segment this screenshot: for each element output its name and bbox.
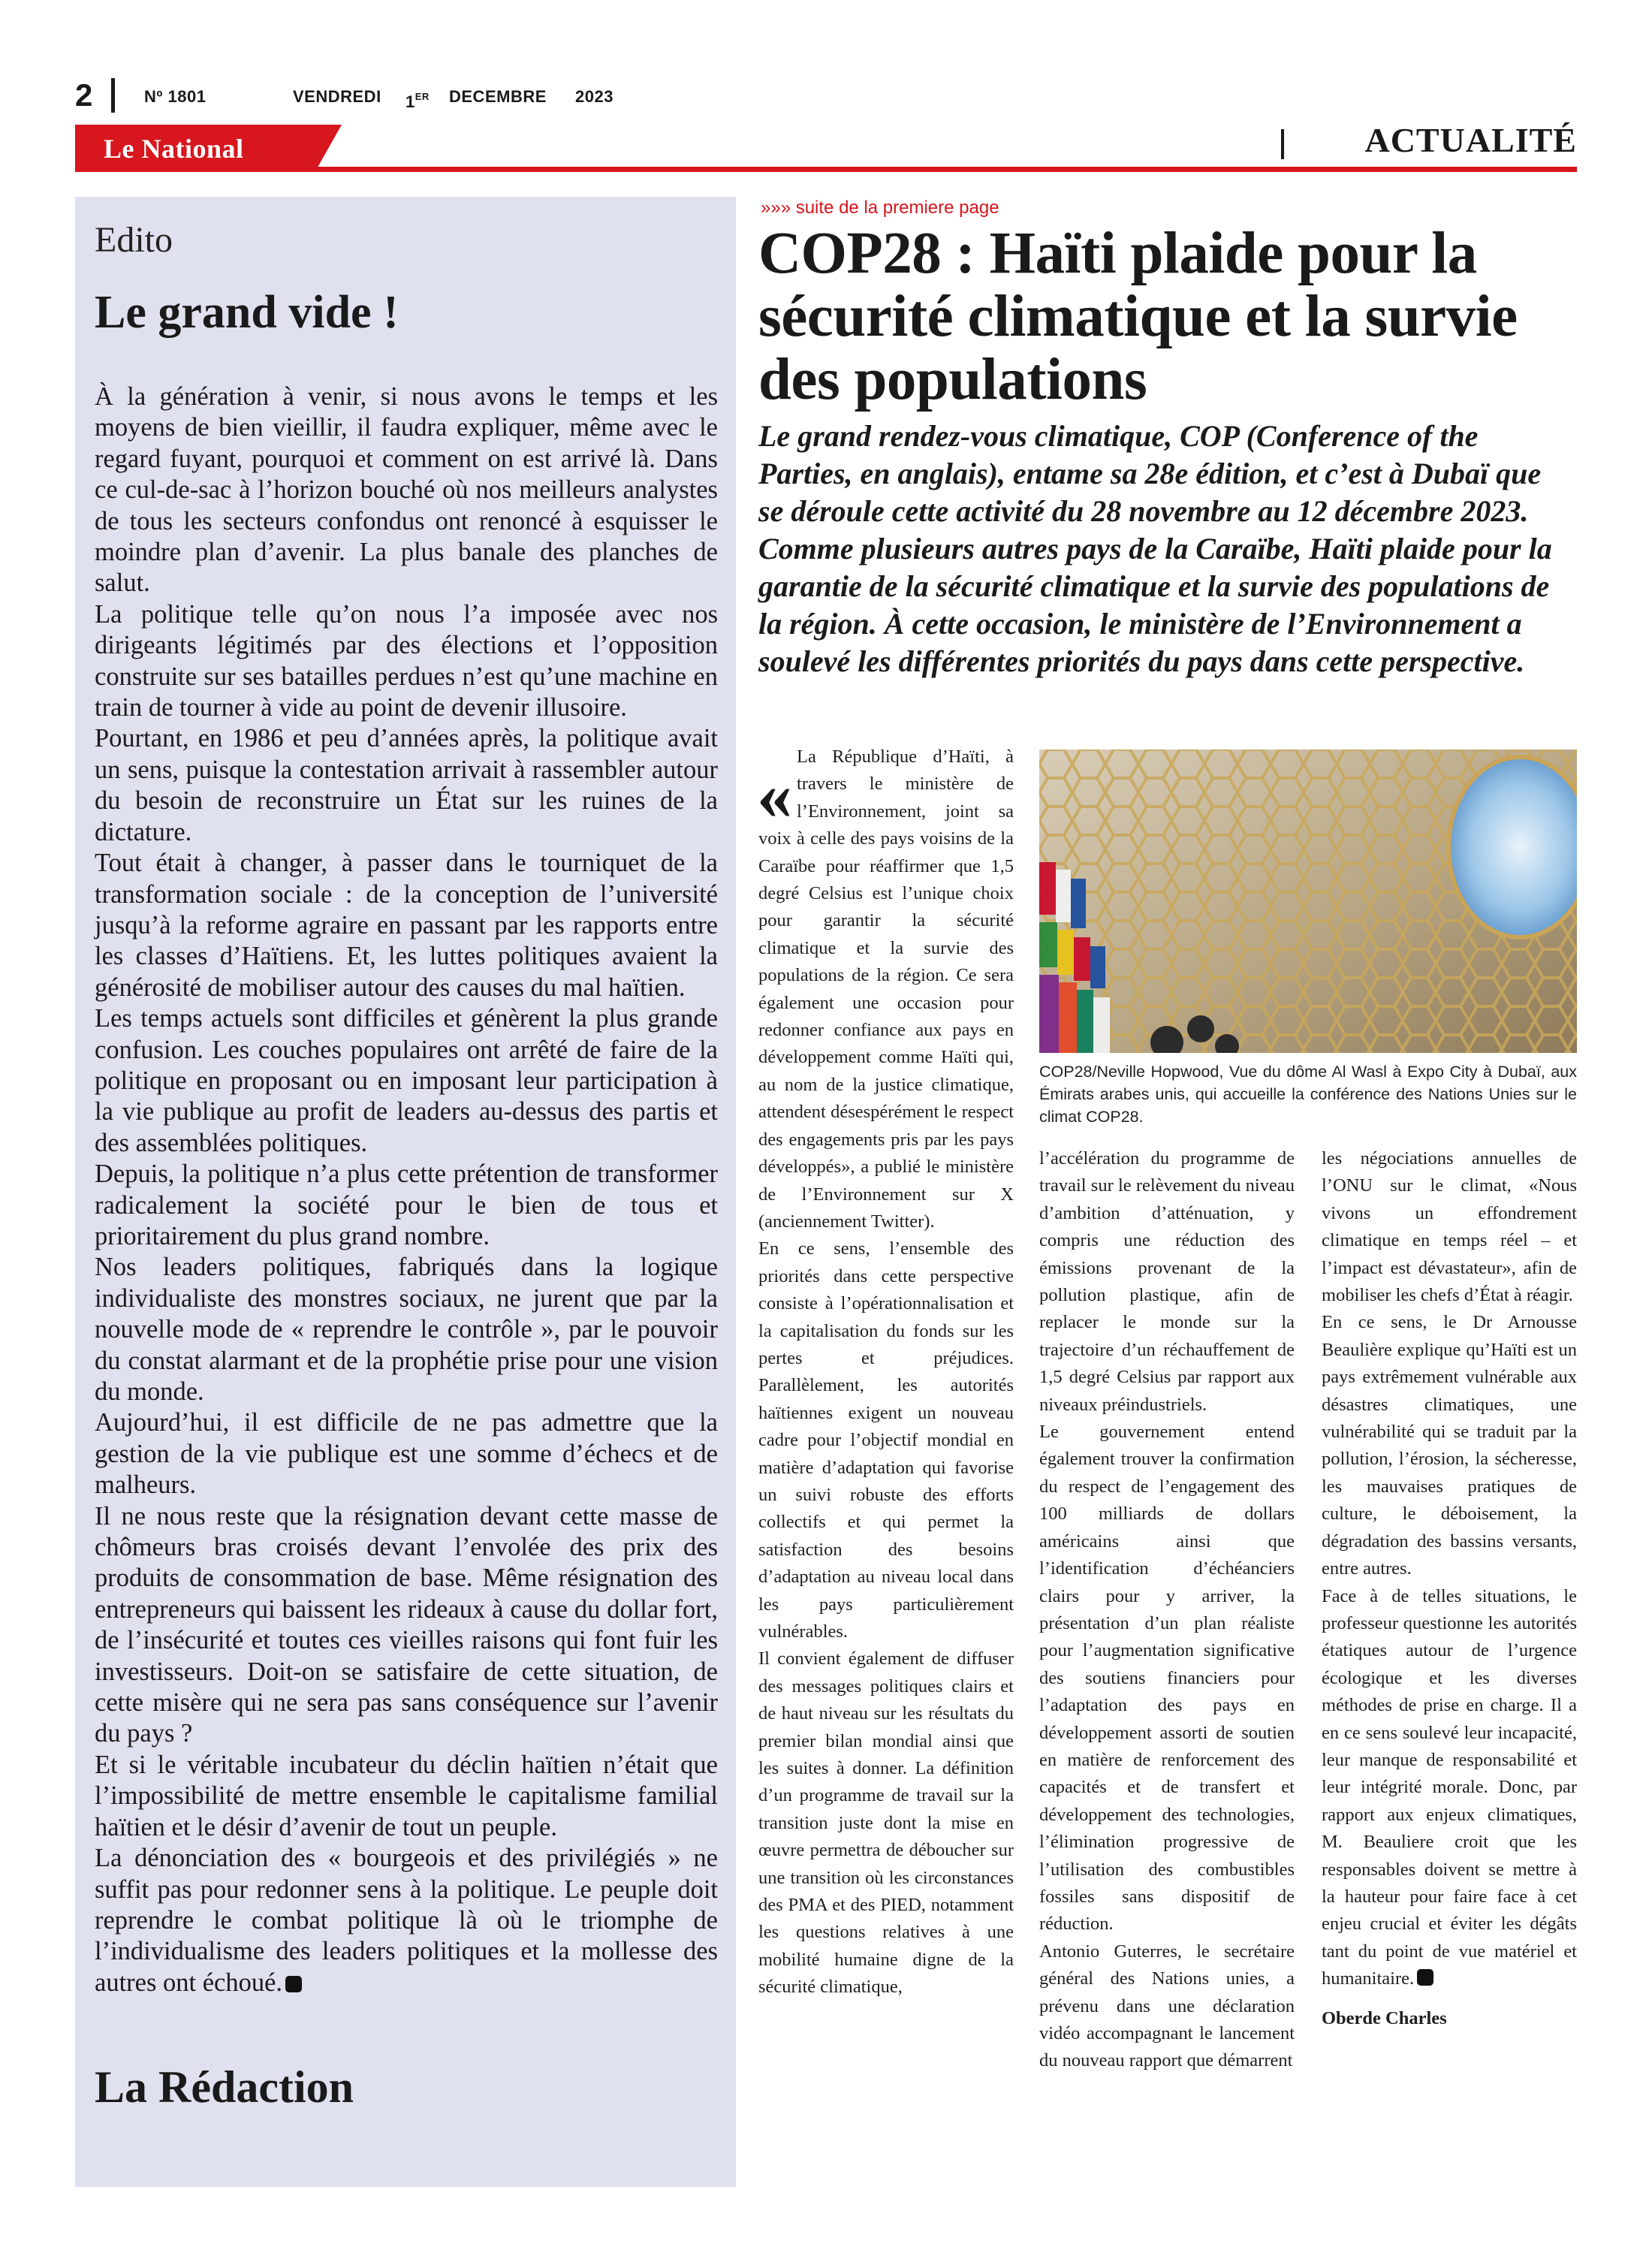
editorial-paragraph: Aujourd’hui, il est difficile de ne pas admettre que la gestion de la vie publique est une somme d’échecs et de malheurs. — [95, 1408, 718, 1500]
end-mark-icon — [1417, 1969, 1433, 1986]
article-paragraph-last — [1322, 1583, 1577, 1993]
editorial-paragraph-last — [95, 1843, 718, 1998]
editorial-title: Le grand vide ! — [95, 287, 399, 338]
issue-date-number: 1 — [405, 92, 415, 111]
article-paragraph-text: Face à de telles situations, le professeur questionne les autorités étatiques autour de l’urgence écologique et les diverses méthodes de prise en charge. Il a en ce sens soulevé leur incapacité, leur manque de responsabilité et leur intégrité morale. Donc, par rapport aux enjeux climatiques, M. Beauliere croit que les responsables doivent se mettre à la hauteur pour faire face à cet enjeu crucial et éviter les dégâts tant du point de vue matériel et humanitaire. — [1322, 1585, 1577, 1989]
editorial-paragraph: Et si le véritable incubateur du déclin haïtien n’était que l’impossibilité de mettre ensemble le capitalisme familial haïtien et le désir d’avenir de tout un peuple. — [95, 1750, 718, 1841]
editorial-paragraph: Depuis, la politique n’a plus cette prétention de transformer radicalement la société pour le bien de tous et prioritairement du plus grand nombre. — [95, 1160, 718, 1250]
issue-year: 2023 — [575, 87, 613, 106]
end-mark-icon — [285, 1976, 302, 1992]
article-paragraph: Le gouvernement entend également trouver la confirmation du respect de l’engagement des 100 milliards de dollars américains ainsi que l’identification d’échéanciers clairs pour y arriver, la présentation d’un plan réaliste pour l’augmentation significative des soutiens financiers pour l’adaptation des pays en développement assorti de soutien en matière de renforcement des capacités et de transfert et développement des technologies, l’élimination progressive de l’utilisation des combustibles fossiles sans dispositif de réduction. — [1039, 1422, 1295, 1935]
article-paragraph: l’accélération du programme de travail sur le relèvement du niveau d’ambition d’atténuation, y compris une réduction des émissions provenant de la pollution plastique, afin de replacer le monde sur la trajectoire d’un réchauffement de 1,5 degré Celsius par rapport aux niveaux préindustriels. — [1039, 1148, 1295, 1415]
editorial-paragraph: Nos leaders politiques, fabriqués dans la logique individualiste des monstres sociaux, ne jurent que par la nouvelle mode de « reprendre le contrôle », par le pouvoir du constat alarmant et de la prophétie prise pour une vision du monde. — [95, 1253, 718, 1406]
article-column-2 — [1039, 1145, 1295, 2075]
article-column-3 — [1322, 1145, 1577, 2032]
section-title: ACTUALITÉ — [1364, 121, 1577, 159]
editorial-paragraph: Tout était à changer, à passer dans le tourniquet de la transformation sociale : de la conception de l’université jusqu’à la reforme agraire en passant par les rapports entre les classes d’Haïtiens. Et, les luttes politiques avaient la générosité de mobiliser autour des causes du mal haïtien. — [95, 849, 718, 1002]
issue-number: Nº 1801 — [144, 87, 206, 106]
editorial-paragraph-text: La dénonciation des « bourgeois et des privilégiés » ne suffit pas pour redonner sens à la politique. Le peuple doit reprendre le combat politique là où le triomphe de l’individualisme des leaders politiques et la mollesse des autres ont échoué. — [95, 1844, 718, 1997]
issue-month: DECEMBRE — [449, 87, 547, 106]
section-divider — [1281, 129, 1284, 159]
header-divider — [111, 78, 115, 113]
editorial-signature: La Rédaction — [95, 2062, 354, 2112]
issue-date-suffix: ER — [415, 91, 430, 102]
article-byline: Oberde Charles — [1322, 2007, 1447, 2028]
editorial-paragraph: À la génération à venir, si nous avons le temps et les moyens de bien vieillir, il faudra expliquer, même avec le regard fuyant, pourquoi et comment on est arrivé là. Dans ce cul-de-sac à l’horizon bouché où nos meilleurs analystes de tous les secteurs confondus ont renoncé à esquisser le moindre plan d’avenir. La plus banale des planches de salut. — [95, 382, 718, 598]
drop-quote-mark: « — [757, 756, 792, 834]
article-paragraph: En ce sens, l’ensemble des priorités dans cette perspective consiste à l’opérationnalisation et la capitalisation du fonds sur les pertes et préjudices. Parallèlement, les autorités haïtiennes exigent un nouveau cadre pour l’objectif mondial en matière d’adaptation qui favorise un suivi robuste des efforts collectifs et qui permet la satisfaction des besoins d’adaptation au niveau local dans les pays particulièrement vulnérables. — [758, 1238, 1014, 1642]
editorial-kicker: Edito — [95, 220, 173, 260]
article-paragraph: Il convient également de diffuser des messages politiques clairs et de haut niveau sur les résultats du premier bilan mondial ainsi que les suites à donner. La définition d’un programme de travail sur la transition juste dont la mise en œuvre permettra de déboucher sur une transition où les circonstances des PMA et des PIED, notamment les questions relatives à une mobilité humaine digne de la sécurité climatique, — [758, 1648, 1014, 1998]
dome-photo-image — [1039, 749, 1577, 1053]
issue-date — [405, 89, 430, 110]
continued-note: »»» suite de la premiere page — [761, 198, 999, 218]
editorial-body — [95, 382, 718, 1998]
photo-caption: COP28/Neville Hopwood, Vue du dôme Al Wasl à Expo City à Dubaï, aux Émirats arabes unis, qui accueille la conférence des Nations Unies sur le climat COP28. — [1039, 1063, 1577, 1126]
article-column-1 — [758, 743, 1014, 2193]
article-paragraph: La République d’Haïti, à travers le ministère de l’Environnement, joint sa voix à celle des pays voisins de la Caraïbe pour réaffirmer que 1,5 degré Celsius est l’unique choix pour garantir la sécurité climatique et la survie des populations de la région. Ce sera également une occasion pour redonner confiance aux pays en développement comme Haïti qui, au nom de la justice climatique, attendent désespérément le respect des engagements pris par les pays développés», a publié le ministère de l’Environnement sur X (anciennement Twitter). — [758, 746, 1014, 1232]
article-lead: Le grand rendez-vous climatique, COP (Conference of the Parties, en anglais), entame sa 28e édition, et c’est à Dubaï que se déroule cette activité du 28 novembre au 12 décembre 2023. Comme plusieurs autres pays de la Caraïbe, Haïti plaide pour la garantie de la sécurité climatique et la survie des populations de la région. À cette occasion, le ministère de l’Environnement a soulevé les différentes priorités du pays dans cette perspective. — [758, 419, 1552, 678]
editorial-paragraph: La politique telle qu’on nous l’a imposée avec nos dirigeants légitimés par des élections et l’opposition construite sur ses batailles perdues n’est qu’une machine en train de tourner à vide au point de devenir illusoire. — [95, 599, 718, 722]
brand-logo: Le National — [104, 134, 244, 164]
editorial-paragraph: Il ne nous reste que la résignation devant cette masse de chômeurs bras croisés devant l’envolée des prix des produits de consommation de base. Même résignation des entrepreneurs qui baissent les rideaux à cause du dollar fort, de l’insécurité et toutes ces vieilles raisons qui font fuir les investisseurs. Doit-on se satisfaire de cette situation, de cette misère qui ne sera pas sans conséquence sur l’avenir du pays ? — [95, 1501, 718, 1748]
issue-day: VENDREDI — [293, 87, 381, 106]
article-paragraph: Antonio Guterres, le secrétaire général des Nations unies, a prévenu dans une déclaration vidéo accompagnant le lancement du nouveau rapport que démarrent — [1039, 1941, 1295, 2071]
article-photo — [1039, 749, 1577, 1053]
page-number: 2 — [75, 77, 93, 113]
editorial-paragraph: Pourtant, en 1986 et peu d’années après, la politique avait un sens, puisque la contestation arrivait à rassembler autour du besoin de reconstruire un État sur les ruines de la dictature. — [95, 724, 718, 846]
article-paragraph: les négociations annuelles de l’ONU sur le climat, «Nous vivons un effondrement climatique en temps réel – et l’impact est dévastateur», afin de mobiliser les chefs d’État à réagir. — [1322, 1148, 1577, 1306]
header-rule — [75, 167, 1577, 172]
article-paragraph: En ce sens, le Dr Arnousse Beaulière explique qu’Haïti est un pays extrêmement vulnérable aux désastres climatiques, une vulnérabilité qui se traduit par la pollution, l’érosion, la sécheresse, les mauvaises pratiques de culture, le déboisement, la dégradation des bassins versants, entre autres. — [1322, 1312, 1577, 1579]
article-headline: COP28 : Haïti plaide pour la sécurité climatique et la survie des populations — [758, 221, 1518, 412]
editorial-paragraph: Les temps actuels sont difficiles et génèrent la plus grande confusion. Les couches populaires ont arrêté de faire de la politique en proposant ou en imposant leur participation à la vie publique au profit de leaders au-dessus des partis et des assemblées politiques. — [95, 1004, 718, 1157]
